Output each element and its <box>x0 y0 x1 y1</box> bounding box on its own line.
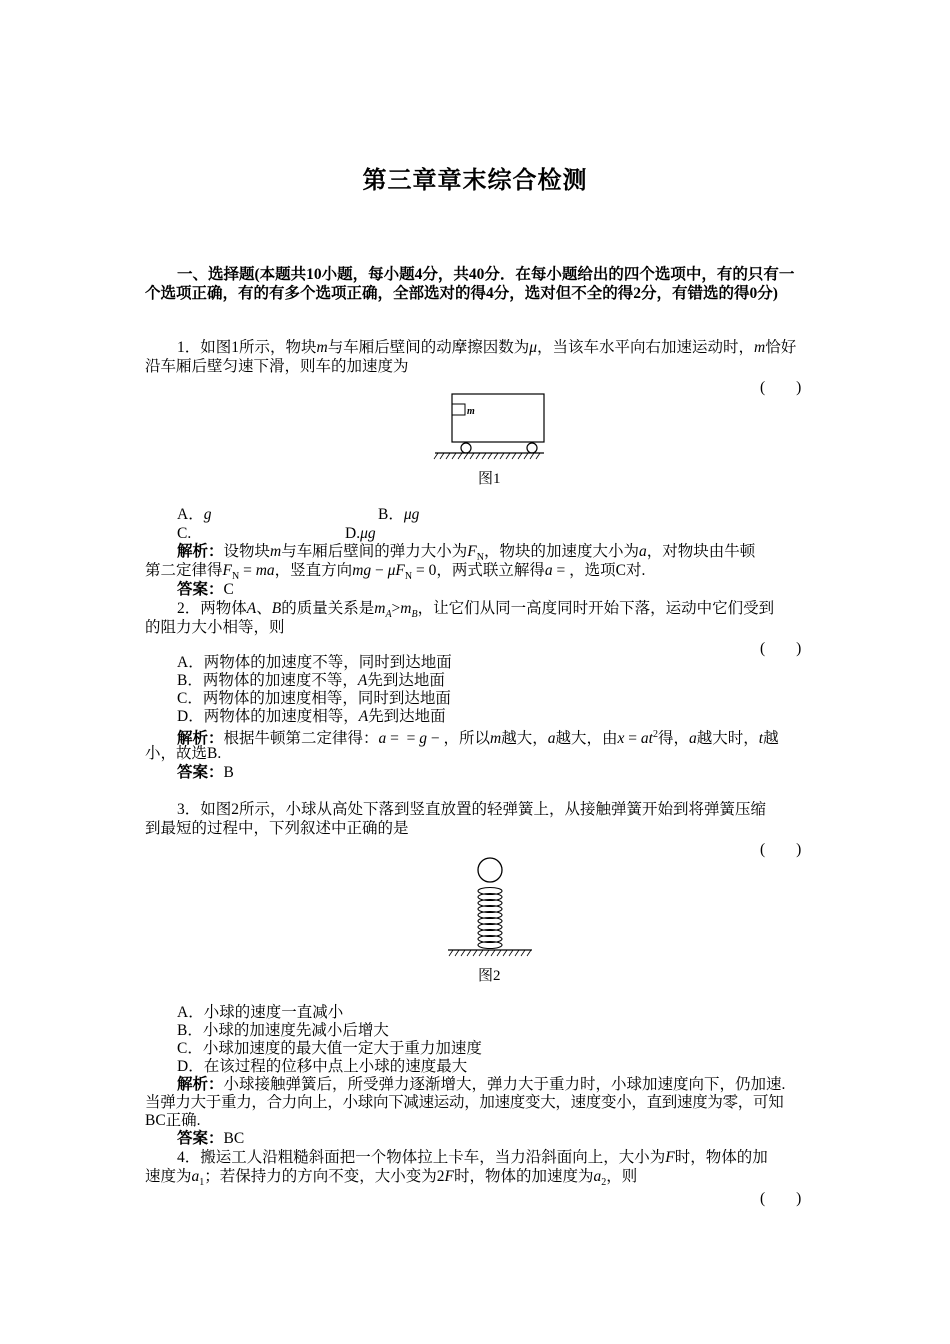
question-2-stem-line-2: 的阻力大小相等，则 <box>145 619 285 636</box>
question-3-analysis-line-3: BC正确. <box>145 1112 201 1129</box>
question-3-option-d: D．在该过程的位移中点上小球的速度最大 <box>177 1058 468 1075</box>
question-3-analysis-line-1: 解析：小球接触弹簧后，所受弹力逐渐增大，弹力大于重力时，小球加速度向下，仍加速. <box>177 1076 786 1093</box>
cart-body <box>452 394 544 442</box>
question-2-option-c: C．两物体的加速度相等，同时到达地面 <box>177 690 451 707</box>
question-2-analysis-line-1: 解析：根据牛顿第二定律得：a = = g − ，所以m越大，a越大，由$x = at^2$得，a越大时，t越 <box>177 729 779 748</box>
question-1-option-d: D.μg <box>345 525 376 542</box>
question-3-stem-line-1: 3．如图2所示，小球从高处下落到竖直放置的轻弹簧上，从接触弹簧开始到将弹簧压缩 <box>177 801 767 818</box>
wheel-right <box>527 443 537 453</box>
page-title: 第三章章末综合检测 <box>362 168 588 194</box>
question-3-answer: 答案：BC <box>177 1130 245 1147</box>
question-1-analysis-line-2: 第二定律得$F_N$ = ma，竖直方向mg − $\mu F_N = 0$，两式联立解得a = ，选项C对. <box>145 562 646 583</box>
ball <box>478 858 502 882</box>
question-1-option-a: A．g <box>177 506 212 523</box>
question-2-option-a: A．两物体的加速度不等，同时到达地面 <box>177 654 452 671</box>
question-2-answer: 答案：B <box>177 764 234 781</box>
answer-paren: ( ) <box>760 1190 802 1207</box>
wheel-left <box>461 443 471 453</box>
spring <box>478 888 502 949</box>
section-heading: 一、选择题(本题共10小题，每小题4分，共40分．在每小题给出的四个选项中，有的只有一个选项正确，有的有多个选项正确，全部选对的得4分，选对但不全的得2分，有错选的得0分) <box>145 266 795 302</box>
question-4-stem-line-2: 速度为$a_1$；若保持力的方向不变，大小变为2F时，物体的加速度为$a_2$，则 <box>145 1168 638 1189</box>
question-3-stem-line-2: 到最短的过程中，下列叙述中正确的是 <box>145 820 409 837</box>
question-1-option-b: B．μg <box>378 506 420 523</box>
question-1-stem: 1．如图1所示，物块m与车厢后壁间的动摩擦因数为μ，当该车水平向右加速运动时，m恰好沿车厢后壁匀速下滑，则车的加速度为 <box>145 339 797 375</box>
answer-paren: ( ) <box>760 841 802 858</box>
block-label: m <box>467 406 475 417</box>
question-1-option-c: C. <box>177 525 192 542</box>
question-1-analysis-line-1: 解析：设物块m与车厢后壁间的弹力大小为$F_N$，物块的加速度大小为a，对物块由牛顿 <box>177 543 756 564</box>
figure-2-caption: 图2 <box>478 968 501 984</box>
ground-hatching <box>449 950 531 956</box>
question-3-option-c: C．小球加速度的最大值一定大于重力加速度 <box>177 1040 482 1057</box>
figure-1-cart-diagram <box>430 390 545 465</box>
block-m <box>452 404 465 415</box>
question-4-stem-line-1: 4．搬运工人沿粗糙斜面把一个物体拉上卡车，当力沿斜面向上，大小为F时，物体的加 <box>177 1149 768 1166</box>
question-2-option-d: D．两物体的加速度相等，A先到达地面 <box>177 708 446 725</box>
question-3-option-a: A．小球的速度一直减小 <box>177 1004 344 1021</box>
figure-1-caption: 图1 <box>478 471 501 487</box>
question-1-answer: 答案：C <box>177 581 234 598</box>
ground-hatching <box>434 453 540 459</box>
answer-paren: ( ) <box>760 640 802 657</box>
question-2-stem-line-1: 2．两物体A、B的质量关系是$m_A>m_B$，让它们从同一高度同时开始下落，运动中它们受到 <box>177 600 775 621</box>
question-2-analysis-line-2: 小，故选B. <box>145 745 222 762</box>
figure-2-ball-spring-diagram <box>445 853 535 963</box>
question-3-option-b: B．小球的加速度先减小后增大 <box>177 1022 389 1039</box>
question-2-option-b: B．两物体的加速度不等，A先到达地面 <box>177 672 445 689</box>
answer-paren: ( ) <box>760 379 802 396</box>
question-3-analysis-line-2: 当弹力大于重力，合力向上，小球向下减速运动，加速度变大，速度变小，直到速度为零，可知 <box>145 1094 784 1111</box>
